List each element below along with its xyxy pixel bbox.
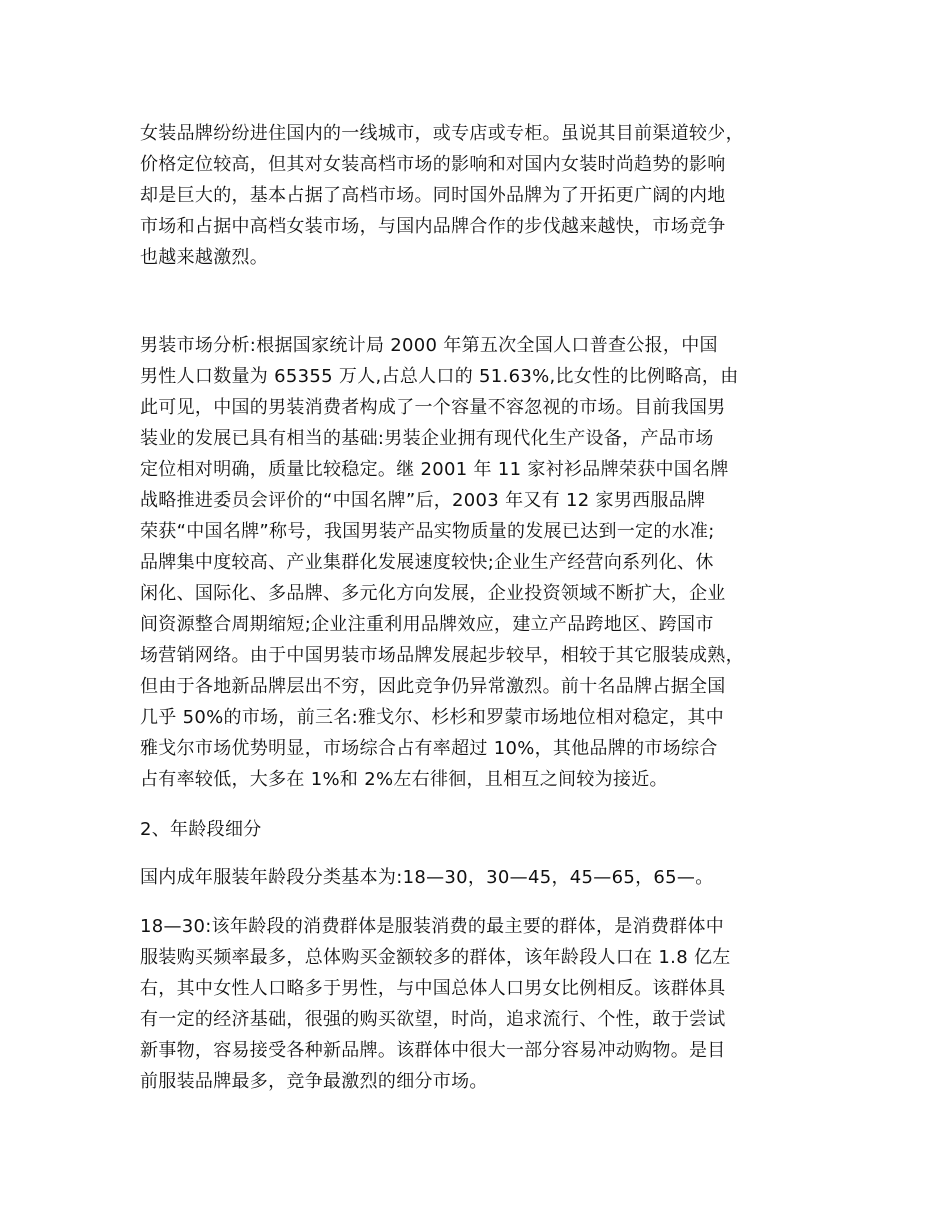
paragraph-age-18-30: [140, 911, 830, 1097]
text-line: 闲化、国际化、多品牌、多元化方向发展，企业投资领域不断扩大，企业: [140, 583, 726, 604]
paragraph-age-groups: [140, 862, 830, 893]
section-heading-age-segmentation: [140, 814, 830, 845]
text-line: 但由于各地新品牌层出不穷，因此竞争仍异常激烈。前十名品牌占据全国: [140, 676, 726, 697]
text-line: 却是巨大的，基本占据了高档市场。同时国外品牌为了开拓更广阔的内地: [140, 185, 726, 206]
text-line: 定位相对明确，质量比较稳定。继 2001 年 11 家衬衫品牌荣获中国名牌: [140, 459, 729, 480]
text-line: 战略推进委员会评价的“中国名牌”后，2003 年又有 12 家男西服品牌: [140, 490, 706, 511]
text-line: 荣获“中国名牌”称号，我国男装产品实物质量的发展已达到一定的水准;: [140, 521, 715, 542]
text-line: 场营销网络。由于中国男装市场品牌发展起步较早，相较于其它服装成熟，: [140, 645, 744, 666]
text-line: 价格定位较高，但其对女装高档市场的影响和对国内女装时尚趋势的影响: [140, 154, 726, 175]
text-line: 间资源整合周期缩短;企业注重利用品牌效应，建立产品跨地区、跨国市: [140, 614, 714, 635]
text-line: 2、年龄段细分: [140, 819, 262, 840]
text-line: 右，其中女性人口略多于男性，与中国总体人口男女比例相反。该群体具: [140, 978, 726, 999]
text-line: 前服装品牌最多，竞争最激烈的细分市场。: [140, 1071, 488, 1092]
text-line: 男性人口数量为 65355 万人,占总人口的 51.63%,比女性的比例略高，由: [140, 366, 739, 387]
text-line: 装业的发展已具有相当的基础:男装企业拥有现代化生产设备，产品市场: [140, 428, 714, 449]
text-line: 新事物，容易接受各种新品牌。该群体中很大一部分容易冲动购物。是目: [140, 1040, 726, 1061]
text-line: 国内成年服装年龄段分类基本为:18—30，30—45，45—65，65—。: [140, 867, 714, 888]
text-line: 女装品牌纷纷进住国内的一线城市，或专店或专柜。虽说其目前渠道较少，: [140, 123, 744, 144]
text-line: 18—30:该年龄段的消费群体是服装消费的最主要的群体，是消费群体中: [140, 916, 725, 937]
text-line: 市场和占据中高档女装市场，与国内品牌合作的步伐越来越快，市场竞争: [140, 216, 726, 237]
text-line: 男装市场分析:根据国家统计局 2000 年第五次全国人口普查公报，中国: [140, 335, 718, 356]
text-line: 品牌集中度较高、产业集群化发展速度较快;企业生产经营向系列化、休: [140, 552, 714, 573]
text-line: 服装购买频率最多，总体购买金额较多的群体，该年龄段人口在 1.8 亿左: [140, 947, 731, 968]
text-line: 雅戈尔市场优势明显，市场综合占有率超过 10%，其他品牌的市场综合: [140, 738, 718, 759]
text-line: 也越来越激烈。: [140, 247, 269, 268]
text-line: 占有率较低，大多在 1%和 2%左右徘徊，且相互之间较为接近。: [140, 769, 668, 790]
text-line: 几乎 50%的市场，前三名:雅戈尔、杉杉和罗蒙市场地位相对稳定，其中: [140, 707, 724, 728]
paragraph-mens-wear-market-analysis: [140, 330, 830, 795]
paragraph-womens-wear-market: [140, 118, 830, 273]
text-line: 有一定的经济基础，很强的购买欲望，时尚，追求流行、个性，敢于尝试: [140, 1009, 726, 1030]
text-line: 此可见，中国的男装消费者构成了一个容量不容忽视的市场。目前我国男: [140, 397, 726, 418]
